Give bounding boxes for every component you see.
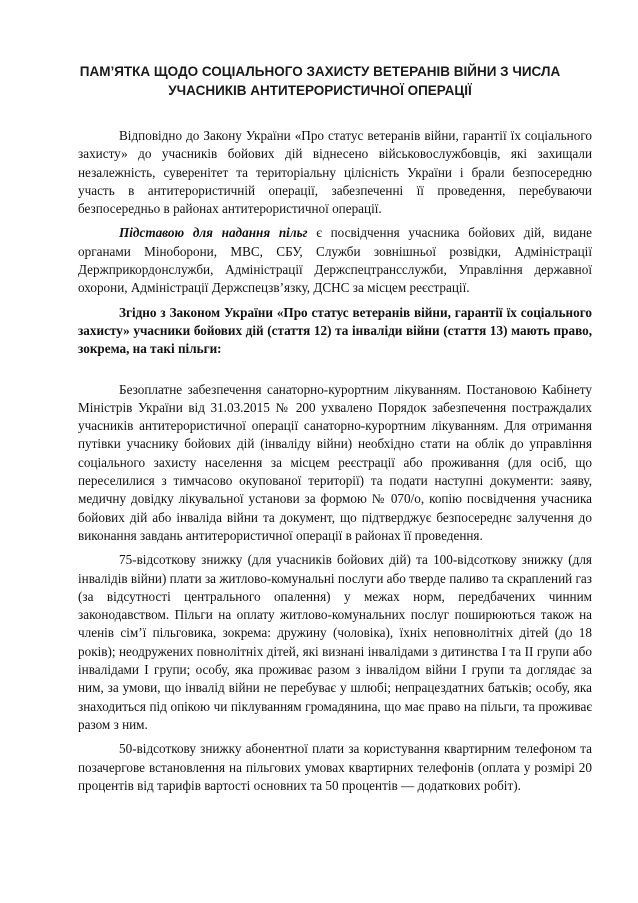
document-body [78, 127, 592, 801]
paragraph-sanatorium: Безоплатне забезпечення санаторно-курортним лікуванням. Постановою Кабінету Міністрів України від 31.03.2015 № 200 ухвалено Порядок забезпечення постраждалих учасників антитерористичної операції санаторно-курортним лікуванням. Для отримання путівки учаснику бойових дій (інваліду війни) необхідно стати на облік до управління соціального захисту населення за місцем реєстрації або проживання (для осіб, що переселилися з тимчасово окупованої території) та подати наступні документи: заяву, медичну довідку лікувальної установи за формою № 070/о, копію посвідчення учасника бойових дій або інваліда війни та документ, що підтверджує безпосереднє залучення до виконання завдань антитерористичної операції в районах її проведення. [78, 381, 592, 543]
paragraph-law-intro: Відповідно до Закону України «Про статус ветеранів війни, гарантії їх соціального захисту» до учасників бойових дій віднесено військовослужбовців, які захищали незалежність, суверенітет та територіальну цілісність України і брали безпосередню участь в антитерористичній операції, забезпеченні її проведення, перебуваючи безпосередньо в районах антитерористичної операції. [78, 128, 592, 217]
grounds-lead: Підставою для надання пільг [119, 225, 308, 241]
paragraph-phone-discount: 50-відсоткову знижку абонентної плати за користування квартирним телефоном та позачергове встановлення на пільгових умовах квартирних телефонів (оплата у розмірі 20 процентів від тарифів вартості основних та 50 процентів — додаткових робіт). [78, 741, 592, 793]
paragraph-utilities-discount: 75-відсоткову знижку (для учасників бойових дій) та 100-відсоткову знижку (для інвалідів війни) плати за житлово-комунальні послуги або тверде паливо та скраплений газ (за відсутності центрального опалення) у межах норм, передбачених чинним законодавством. Пільги на оплату житлово-комунальних послуг поширюються також на членів сім’ї пільговика, зокрема: дружину (чоловіка), їхніх неповнолітніх дітей (до 18 років); неодружених повнолітніх дітей, які визнані інвалідами з дитинства I та II групи або інвалідами I групи; особу, яка проживає разом з інвалідом війни I групи та доглядає за ним, за умови, що інвалід війни не перебуває у шлюбі; непрацездатних батьків; особу, яка знаходиться під опікою чи піклуванням громадянина, що має право на пільги, та проживає разом з ним. [78, 552, 592, 732]
grounds-text: є посвідчення учасника бойових дій, видане органами Міноборони, МВС, СБУ, Служби зовнішньої розвідки, Адміністрації Держприкордонслужби, Адміністрації Держспецтрансслужби, Управління державної охорони, Адміністрації Держспецзв’язку, ДСНС за місцем реєстрації. [78, 225, 593, 296]
paragraph-benefits-heading: Згідно з Законом України «Про статус ветеранів війни, гарантії їх соціального захисту» учасники бойових дій (стаття 12) та інваліди війни (стаття 13) мають право, зокрема, на такі пільги: [78, 304, 592, 357]
paragraph-grounds [78, 224, 592, 297]
document-title: ПАМ’ЯТКА ЩОДО СОЦІАЛЬНОГО ЗАХИСТУ ВЕТЕРАНІВ ВІЙНИ З ЧИСЛА УЧАСНИКІВ АНТИТЕРОРИСТИЧНОЇ ОПЕРАЦІЇ [79, 64, 561, 98]
